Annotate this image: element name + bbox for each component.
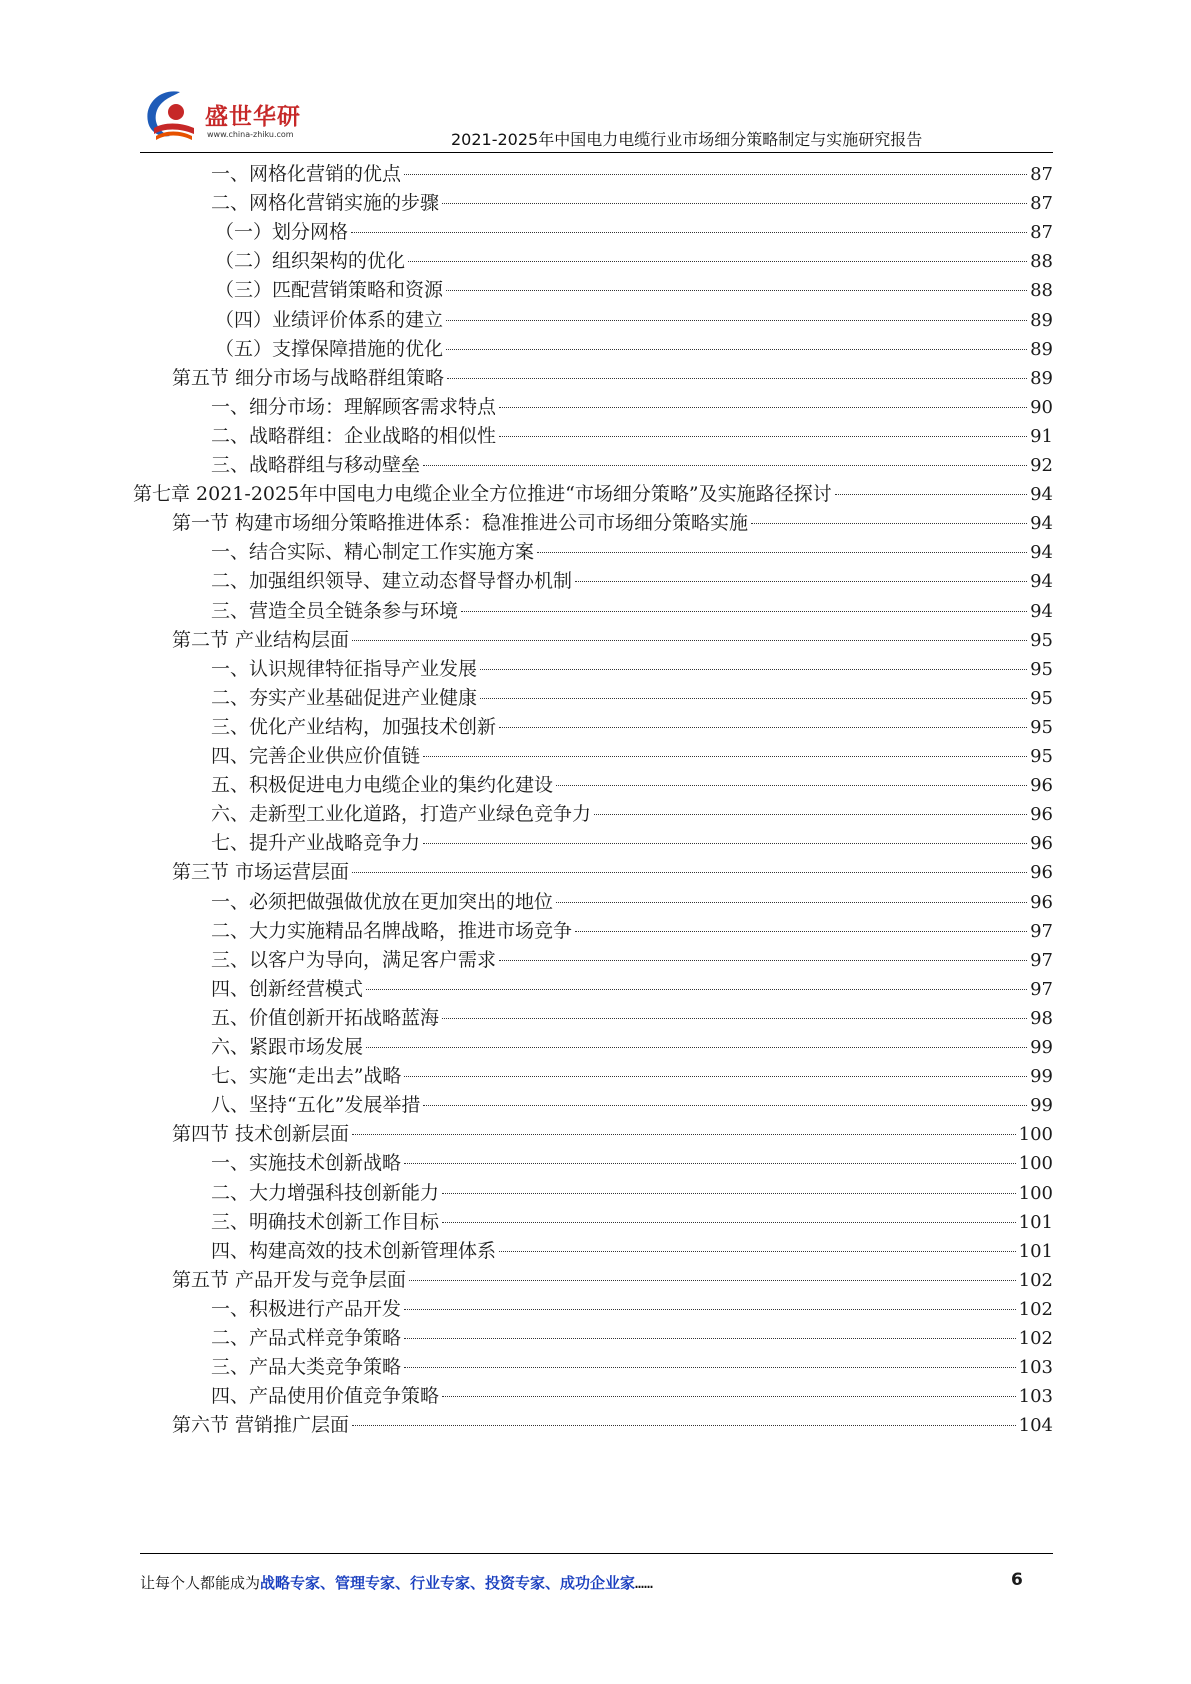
toc-entry-label: 一、细分市场：理解顾客需求特点 [211, 395, 497, 418]
toc-entry-label: 五、价值创新开拓战略蓝海 [211, 1006, 440, 1029]
toc-entry-label: 二、产品式样竞争策略 [211, 1327, 402, 1349]
toc-entry-label: 七、实施“走出去”战略 [211, 1065, 402, 1088]
toc-entry[interactable] [211, 566, 1053, 596]
toc-dot-leader [366, 989, 1027, 990]
toc-entry-label: 一、网格化营销的优点 [211, 163, 402, 185]
toc-entry-page: 99 [1030, 1037, 1053, 1058]
toc-dot-leader [461, 611, 1027, 612]
footer-prefix: 让每个人都能成为 [140, 1574, 261, 1592]
toc-dot-leader [499, 436, 1027, 437]
header-divider [140, 152, 1053, 153]
toc-dot-leader [442, 1222, 1016, 1223]
toc-entry-label: 三、营造全员全链条参与环境 [211, 599, 459, 622]
toc-dot-leader [352, 640, 1027, 641]
toc-dot-leader [480, 698, 1027, 699]
toc-entry-label: 第三节 市场运营层面 [172, 861, 350, 884]
toc-entry[interactable] [211, 1148, 1053, 1178]
toc-entry[interactable] [211, 654, 1053, 684]
toc-entry-page: 95 [1030, 746, 1053, 767]
toc-entry-page: 97 [1030, 978, 1053, 1000]
toc-dot-leader [499, 1251, 1016, 1252]
toc-entry[interactable] [172, 363, 1053, 393]
toc-entry[interactable] [215, 275, 1053, 305]
toc-entry[interactable] [172, 857, 1053, 887]
toc-entry[interactable] [172, 1410, 1053, 1440]
toc-entry-label: 四、构建高效的技术创新管理体系 [211, 1239, 497, 1262]
toc-entry[interactable] [211, 1236, 1053, 1266]
toc-entry[interactable] [133, 479, 1053, 509]
toc-dot-leader [352, 1134, 1016, 1135]
logo-swoosh-icon [140, 82, 210, 152]
logo-url: www.china-zhiku.com [207, 130, 294, 139]
toc-entry-page: 94 [1030, 600, 1053, 622]
toc-entry[interactable] [211, 188, 1053, 218]
toc-entry[interactable] [215, 246, 1053, 276]
toc-entry-label: 第七章 2021-2025年中国电力电缆企业全方位推进“市场细分策略”及实施路径探讨 [133, 483, 832, 506]
footer-slogan [140, 1572, 653, 1593]
toc-entry-label: 一、积极进行产品开发 [211, 1297, 402, 1320]
toc-entry[interactable] [211, 159, 1053, 189]
toc-entry-label: 二、夯实产业基础促进产业健康 [211, 686, 478, 709]
toc-dot-leader [408, 261, 1027, 262]
toc-entry-page: 99 [1030, 1095, 1053, 1117]
toc-dot-leader [423, 465, 1027, 466]
toc-entry-page: 102 [1018, 1298, 1053, 1320]
toc-dot-leader [404, 174, 1027, 175]
toc-dot-leader [499, 727, 1027, 728]
toc-entry-label: （三）匹配营销策略和资源 [215, 279, 444, 302]
toc-entry[interactable] [211, 887, 1053, 917]
toc-dot-leader [404, 1163, 1016, 1164]
toc-entry-page: 95 [1030, 716, 1053, 738]
toc-entry-page: 97 [1030, 949, 1053, 971]
toc-dot-leader [446, 290, 1027, 291]
toc-entry-page: 96 [1030, 862, 1053, 884]
toc-entry-page: 96 [1030, 804, 1053, 826]
toc-entry[interactable] [211, 1003, 1053, 1033]
logo-text: 盛世华研 [205, 104, 301, 130]
toc-dot-leader [480, 669, 1027, 670]
toc-entry[interactable] [211, 1294, 1053, 1324]
toc-entry-label: 第五节 细分市场与战略群组策略 [172, 366, 445, 389]
footer-divider [140, 1553, 1053, 1554]
toc-dot-leader [352, 1425, 1016, 1426]
footer-suffix: …… [635, 1574, 654, 1592]
toc-entry-label: 第五节 产品开发与竞争层面 [172, 1268, 407, 1291]
toc-entry[interactable] [211, 1381, 1053, 1411]
toc-entry-page: 104 [1018, 1415, 1053, 1437]
toc-dot-leader [423, 1105, 1027, 1106]
toc-entry-label: 一、认识规律特征指导产业发展 [211, 657, 478, 680]
toc-entry-page: 90 [1030, 396, 1053, 418]
toc-dot-leader [442, 1018, 1027, 1019]
toc-entry-label: （四）业绩评价体系的建立 [215, 308, 444, 331]
toc-entry[interactable] [211, 392, 1053, 422]
toc-entry-label: 八、坚持“五化”发展举措 [211, 1094, 421, 1117]
toc-entry-page: 88 [1030, 251, 1053, 273]
toc-entry[interactable] [211, 1061, 1053, 1091]
toc-entry-label: （一）划分网格 [215, 221, 349, 244]
toc-entry-label: 七、提升产业战略竞争力 [211, 832, 421, 855]
toc-entry-page: 95 [1030, 687, 1053, 709]
toc-dot-leader [404, 1309, 1016, 1310]
toc-dot-leader [442, 1396, 1016, 1397]
toc-entry-page: 100 [1018, 1124, 1053, 1146]
toc-dot-leader [537, 552, 1027, 553]
toc-entry-label: 三、优化产业结构，加强技术创新 [211, 715, 497, 738]
toc-entry-page: 96 [1030, 891, 1053, 913]
toc-dot-leader [499, 960, 1027, 961]
toc-entry-page: 89 [1030, 367, 1053, 389]
toc-dot-leader [446, 320, 1027, 321]
toc-entry-label: 一、实施技术创新战略 [211, 1152, 402, 1175]
toc-entry-label: 六、紧跟市场发展 [211, 1036, 364, 1058]
toc-entry[interactable] [215, 334, 1053, 364]
toc-dot-leader [594, 814, 1027, 815]
toc-entry-page: 103 [1018, 1386, 1053, 1408]
toc-entry[interactable] [215, 305, 1053, 335]
toc-entry[interactable] [211, 1323, 1053, 1353]
toc-entry[interactable] [211, 916, 1053, 946]
toc-entry[interactable] [211, 596, 1053, 626]
toc-entry-label: 一、必须把做强做优放在更加突出的地位 [211, 890, 554, 913]
toc-entry-label: 第六节 营销推广层面 [172, 1414, 350, 1437]
toc-entry-page: 96 [1030, 775, 1053, 797]
toc-entry-page: 99 [1030, 1066, 1053, 1088]
toc-entry[interactable] [211, 683, 1053, 713]
toc-entry-label: 二、战略群组：企业战略的相似性 [211, 424, 497, 447]
toc-entry-page: 103 [1018, 1357, 1053, 1379]
toc-entry-label: 三、产品大类竞争策略 [211, 1356, 402, 1379]
toc-entry-label: 二、大力增强科技创新能力 [211, 1181, 440, 1204]
toc-entry-page: 94 [1030, 484, 1053, 506]
toc-entry-page: 87 [1030, 164, 1053, 185]
toc-dot-leader [366, 1047, 1027, 1048]
toc-entry[interactable] [211, 450, 1053, 480]
toc-entry-page: 97 [1030, 920, 1053, 942]
toc-entry-page: 100 [1018, 1182, 1053, 1204]
toc-entry-label: 三、战略群组与移动壁垒 [211, 454, 421, 476]
toc-entry-page: 87 [1030, 193, 1053, 215]
toc-entry-label: 四、产品使用价值竞争策略 [211, 1385, 440, 1408]
toc-dot-leader [409, 1280, 1016, 1281]
toc-dot-leader [442, 1193, 1016, 1194]
toc-entry-label: 二、大力实施精品名牌战略，推进市场竞争 [211, 919, 573, 942]
toc-entry[interactable] [211, 828, 1053, 858]
toc-entry-label: （二）组织架构的优化 [215, 250, 406, 273]
toc-entry-page: 98 [1030, 1007, 1053, 1029]
toc-dot-leader [423, 843, 1027, 844]
toc-entry-page: 96 [1030, 833, 1053, 855]
toc-dot-leader [499, 407, 1027, 408]
toc-entry-page: 101 [1018, 1211, 1053, 1233]
toc-entry-label: 四、完善企业供应价值链 [211, 745, 421, 767]
toc-entry[interactable] [172, 1265, 1053, 1295]
toc-entry-label: 六、走新型工业化道路，打造产业绿色竞争力 [211, 803, 592, 826]
toc-entry[interactable] [211, 421, 1053, 451]
toc-entry[interactable] [211, 537, 1053, 567]
footer-highlight: 战略专家、管理专家、行业专家、投资专家、成功企业家 [260, 1574, 636, 1592]
toc-entry[interactable] [211, 770, 1053, 800]
toc-entry[interactable] [211, 1178, 1053, 1208]
toc-entry-page: 88 [1030, 280, 1053, 302]
toc-entry-label: 三、以客户为导向，满足客户需求 [211, 948, 497, 971]
toc-entry[interactable] [211, 1352, 1053, 1382]
toc-entry-label: 五、积极促进电力电缆企业的集约化建设 [211, 774, 554, 797]
toc-dot-leader [446, 349, 1027, 350]
toc-dot-leader [404, 1338, 1016, 1339]
toc-dot-leader [556, 902, 1027, 903]
toc-entry-label: 四、创新经营模式 [211, 977, 364, 1000]
toc-dot-leader [575, 581, 1027, 582]
toc-dot-leader [442, 203, 1027, 204]
toc-entry[interactable] [211, 1090, 1053, 1120]
toc-entry-page: 102 [1018, 1328, 1053, 1349]
toc-entry[interactable] [215, 217, 1053, 247]
toc-dot-leader [352, 872, 1027, 873]
toc-entry[interactable] [211, 945, 1053, 975]
toc-entry-page: 101 [1018, 1240, 1053, 1262]
toc-entry[interactable] [211, 712, 1053, 742]
toc-entry[interactable] [172, 1119, 1053, 1149]
toc-entry[interactable] [211, 1032, 1053, 1062]
toc-entry-label: 一、结合实际、精心制定工作实施方案 [211, 541, 535, 564]
toc-entry[interactable] [211, 1207, 1053, 1237]
toc-dot-leader [404, 1367, 1016, 1368]
toc-dot-leader [556, 785, 1027, 786]
toc-dot-leader [835, 494, 1027, 495]
toc-entry-label: 三、明确技术创新工作目标 [211, 1210, 440, 1233]
toc-dot-leader [447, 378, 1027, 379]
toc-entry-label: 二、网格化营销实施的步骤 [211, 192, 440, 215]
toc-dot-leader [351, 232, 1027, 233]
toc-entry-page: 95 [1030, 629, 1053, 651]
toc-dot-leader [423, 756, 1027, 757]
toc-entry-page: 100 [1018, 1153, 1053, 1175]
toc-entry-label: 第一节 构建市场细分策略推进体系：稳准推进公司市场细分策略实施 [172, 512, 749, 535]
toc-entry-page: 94 [1030, 513, 1053, 535]
toc-entry-label: 二、加强组织领导、建立动态督导督办机制 [211, 570, 573, 593]
report-title: 2021-2025年中国电力电缆行业市场细分策略制定与实施研究报告 [451, 130, 923, 149]
toc-dot-leader [575, 931, 1027, 932]
toc-dot-leader [404, 1076, 1027, 1077]
toc-entry[interactable] [172, 508, 1053, 538]
toc-entry-page: 94 [1030, 542, 1053, 564]
toc-entry-label: 第二节 产业结构层面 [172, 628, 350, 651]
toc-entry-page: 89 [1030, 338, 1053, 360]
page-number: 6 [1011, 1570, 1023, 1590]
toc-entry-page: 87 [1030, 222, 1053, 244]
toc-entry-page: 94 [1030, 571, 1053, 593]
toc-entry-label: 第四节 技术创新层面 [172, 1123, 350, 1146]
toc-dot-leader [751, 523, 1027, 524]
toc-entry-label: （五）支撑保障措施的优化 [215, 337, 444, 360]
toc-entry-page: 91 [1030, 425, 1053, 447]
toc-entry-page: 95 [1030, 658, 1053, 680]
toc-entry[interactable] [211, 741, 1053, 771]
toc-entry[interactable] [211, 799, 1053, 829]
toc-entry[interactable] [172, 625, 1053, 655]
toc-entry[interactable] [211, 974, 1053, 1004]
toc-entry-page: 102 [1018, 1269, 1053, 1291]
toc-entry-page: 92 [1030, 455, 1053, 476]
toc-entry-page: 89 [1030, 309, 1053, 331]
